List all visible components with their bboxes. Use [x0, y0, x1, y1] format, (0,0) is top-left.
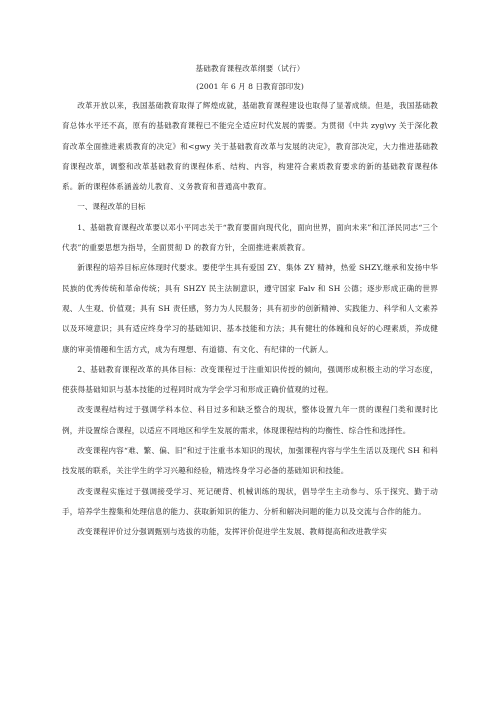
intro-paragraph: 改革开放以来，我国基础教育取得了辉煌成就，基础教育课程建设也取得了显著成绩。但是，我国基础教育总体水平还不高，原有的基础教育课程已不能完全适应时代发展的需要。为贯彻《中共 zyg\vy 关于深化教育改革全面推进素质教育的决定》和<gwy 关于基础教育改革与发展的决定》，教育部决定，大力推进基础教育课程改革，调整和改革基础教育的课程体系、结构、内容，构建符合素质教育要求的新的基础教育课程体系。新的课程体系涵盖幼儿教育、义务教育和普通高中教育。 [62, 101, 438, 192]
paragraph-5: 改变课程内容“难、繁、偏、旧”和过于注重书本知识的现状，加强课程内容与学生生活以及现代 SH 和科技发展的联系，关注学生的学习兴趣和经验，精选终身学习必备的基础知识和技能。 [62, 446, 438, 476]
section-heading-goals: 一、课程改革的目标 [77, 202, 146, 212]
paragraph-3: 2、基础教育课程改革的具体目标：改变课程过于注重知识传授的倾向，强调形成积极主动的学习态度，使获得基础知识与基本技能的过程同时成为学会学习和形成正确价值观的过程。 [62, 364, 438, 395]
paragraph-6: 改变课程实施过于强调接受学习、死记硬背、机械训练的现状，倡导学生主动参与、乐于探究、勤于动手，培养学生搜集和处理信息的能力、获取新知识的能力、分析和解决问题的能力以及交流与合作的能力。 [62, 486, 438, 516]
document-subtitle: (2001 年 6 月 8 日教育部印发) [196, 82, 304, 91]
paragraph-1: 1、基础教育课程改革要以邓小平同志关于“教育要面向现代化，面向世界，面向未来”和江泽民同志“三个代表”的重要思想为指导，全面贯彻 D 的教育方针，全面推进素质教育。 [62, 222, 438, 253]
paragraph-4: 改变课程结构过于强调学科本位、科目过多和缺乏整合的现状，整体设置九年一贯的课程门类和课时比例，并设置综合课程，以适应不同地区和学生发展的需求，体现课程结构的均衡性、综合性和选择性。 [62, 405, 438, 435]
document-title: 基础教育课程改革纲要（试行） [195, 64, 305, 73]
paragraph-7: 改变课程评价过分强调甄别与选拔的功能，发挥评价促进学生发展、教师提高和改进教学实 [77, 527, 387, 537]
paragraph-2: 新课程的培养目标应体现时代要求。要使学生具有爱国 ZY、集体 ZY 精神，热爱 SHZY,继承和发扬中华民族的优秀传统和革命传统；具有 SHZY 民主法制意识，遵守国家 Falv 和 SH 公德；逐步形成正确的世界观、人生观、价值观；具有 SH 责任感，努力为人民服务；具有初步的创新精神、实践能力、科学和人文素养以及环境意识；具有适应终身学习的基础知识、基本技能和方法；具有健壮的体魄和良好的心理素质，养成健康的审美情趣和生活方式，成为有理想、有道德、有文化、有纪律的一代新人。 [62, 263, 438, 354]
